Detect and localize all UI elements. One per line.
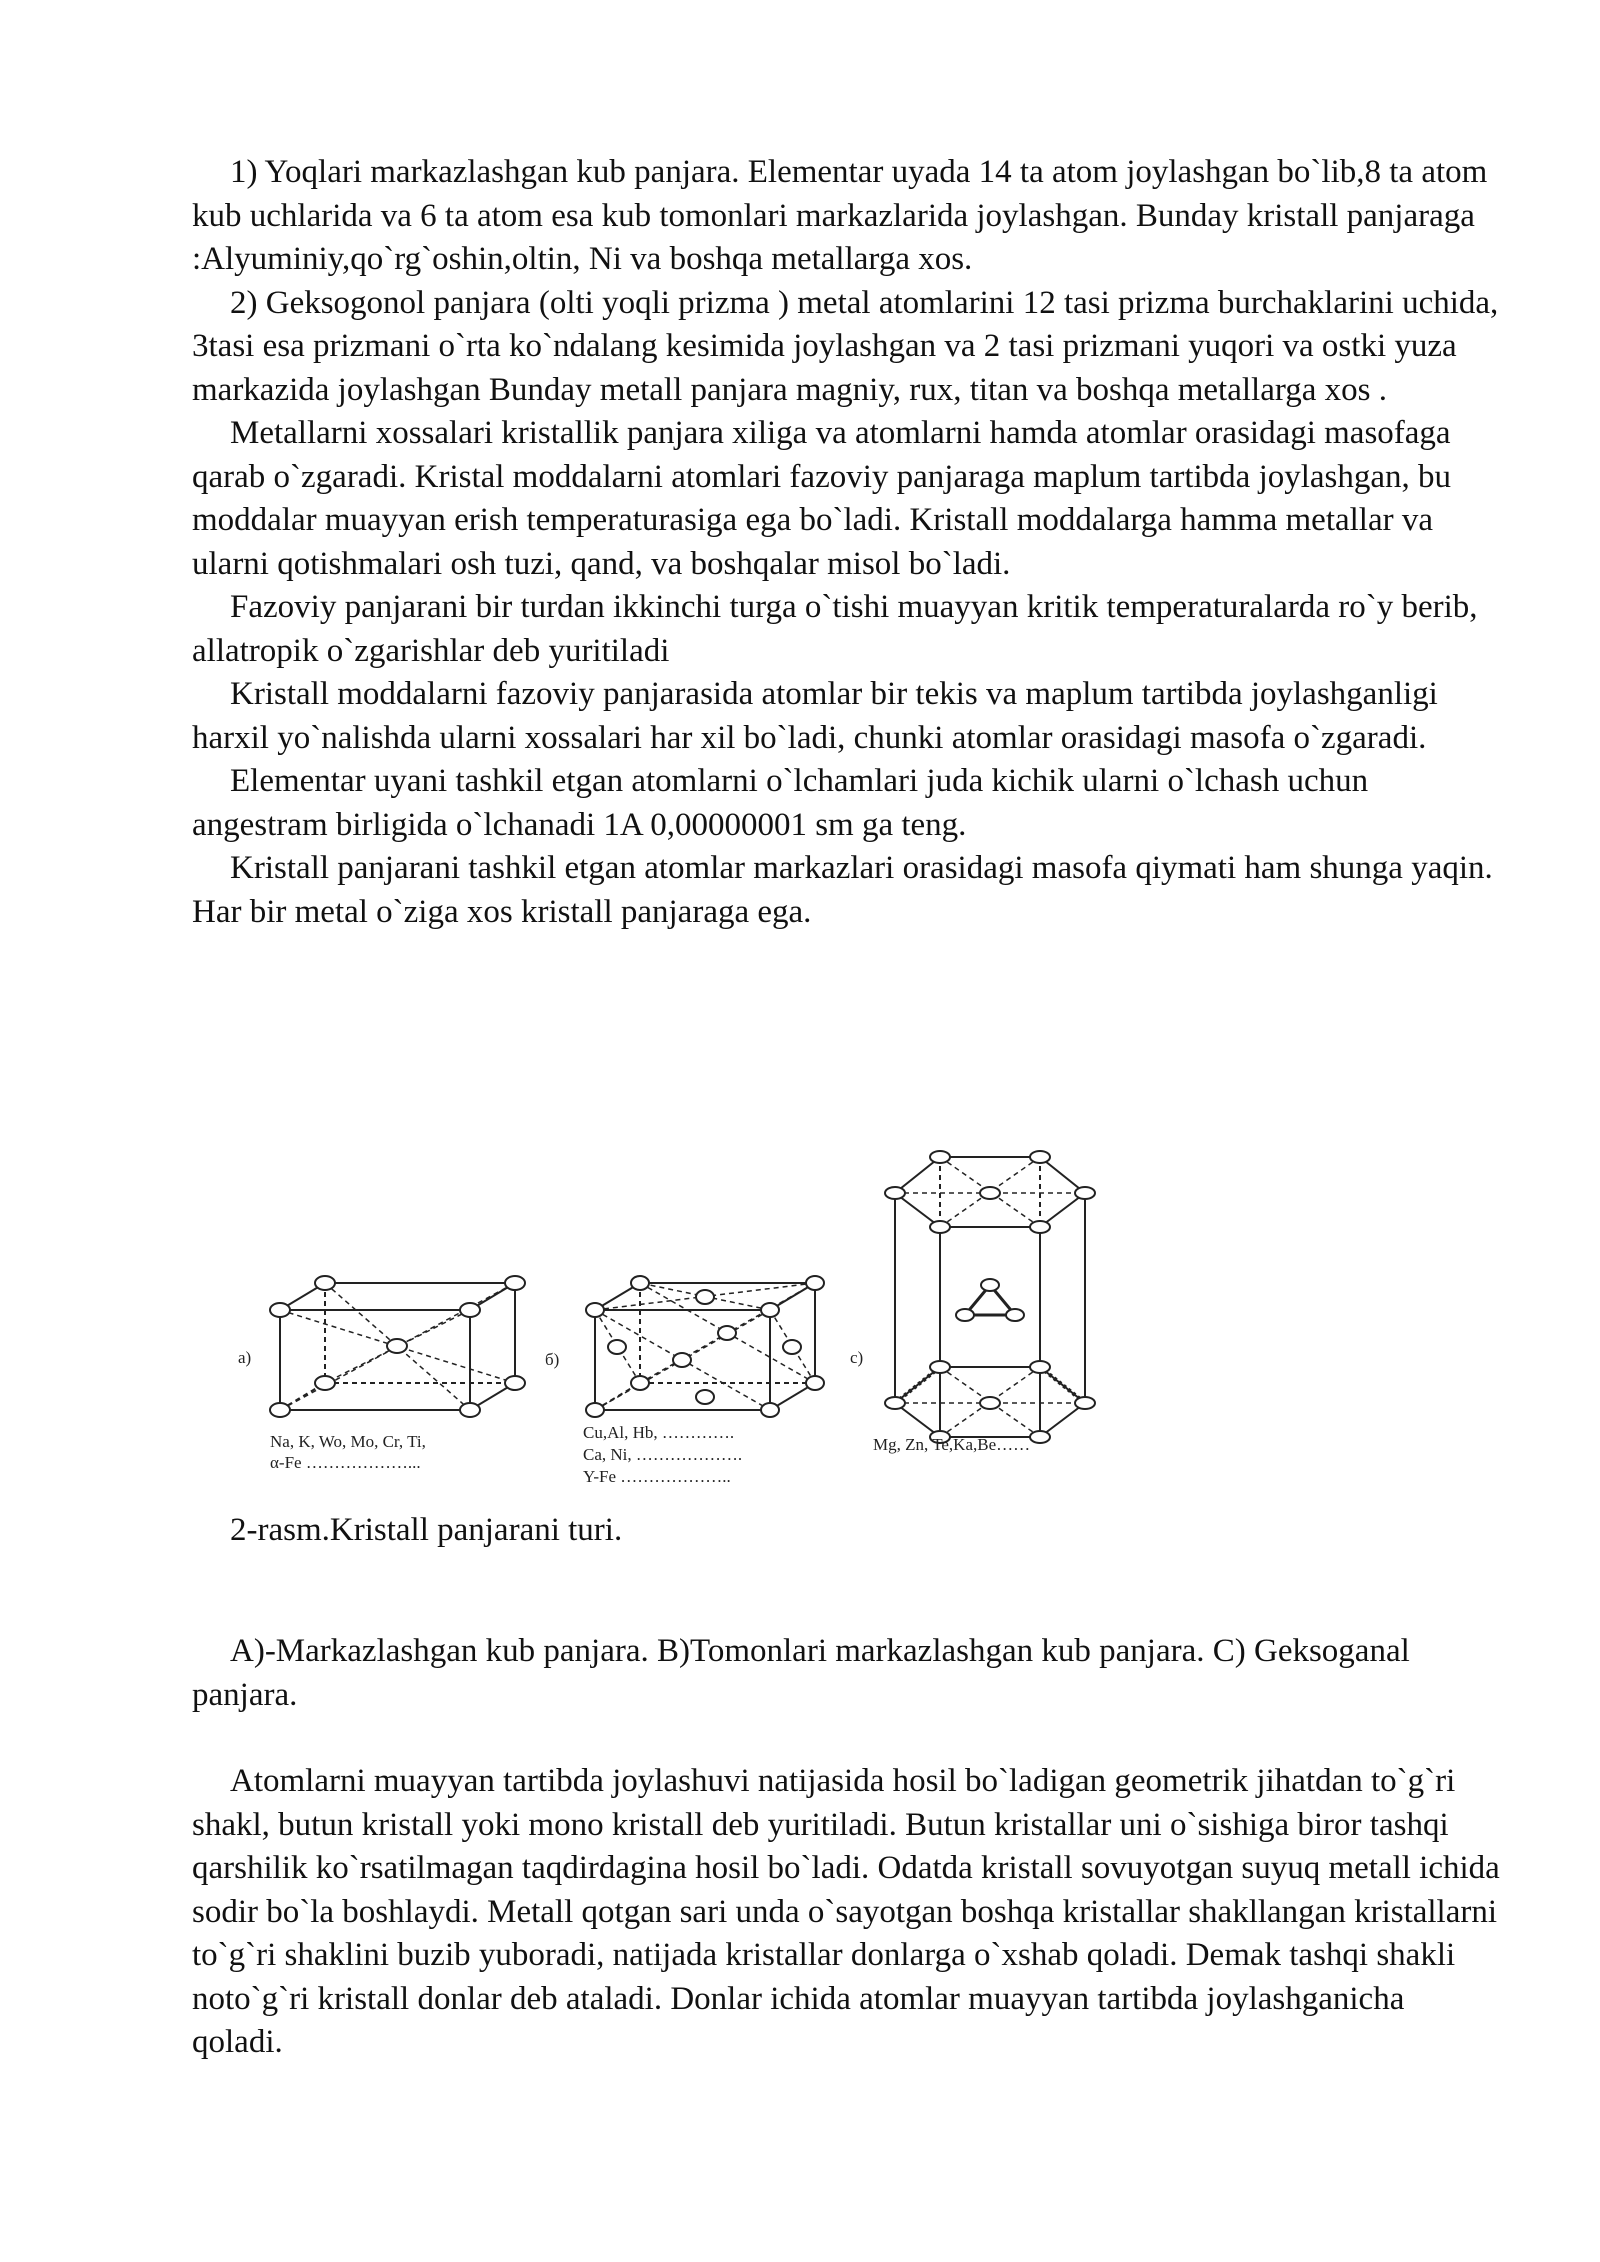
figure-b-line1: Cu,Al, Hb, …………. xyxy=(583,1423,735,1442)
paragraph: Atomlarni muayyan tartibda joylashuvi natijasida hosil bo`ladigan geometrik jihatdan to`g`ri shakl, butun kristall yoki mono kristall deb yuritiladi. Butun kristallar uni o`sishiga biror tashqi qarshilik ko`rsatilmagan taqdirdagina hosil bo`ladi. Odatda kristall sovuyotgan suyuq metall ichida sodir bo`la boshlaydi. Metall qotgan sari unda o`sayotgan boshqa kristallar shakllangan kristallarni to`g`ri shaklini buzib yuboradi, natijada kristallar donlarga o`xshab qoladi. Demak tashqi shakli noto`g`ri kristall donlar deb ataladi. Donlar ichida atomlar muayyan tartibda joylashganicha qoladi. xyxy=(192,1763,1500,2060)
hexagonal-prism-diagram xyxy=(885,1151,1095,1443)
figure-b-line3: Y-Fe ……………….. xyxy=(583,1467,731,1486)
bcc-cube-diagram xyxy=(270,1276,525,1417)
figure-c-line1: Mg, Zn, Te,Ka,Be…… xyxy=(873,1435,1031,1454)
paragraph: Fazoviy panjarani bir turdan ikkinchi turga o`tishi muayyan kritik temperaturalarda ro`y berib, allatropik o`zgarishlar deb yuritiladi xyxy=(192,589,1478,669)
figure-c-letter: c) xyxy=(850,1348,864,1367)
figure-a-line2: α-Fe ………………... xyxy=(270,1453,421,1472)
paragraph: Elementar uyani tashkil etgan atomlarni o`lchamlari juda kichik ularni o`lchash uchun angestram birligida o`lchanadi 1A 0,00000001 sm ga teng. xyxy=(192,763,1369,843)
paragraph: A)-Markazlashgan kub panjara. B)Tomonlari markazlashgan kub panjara. C) Geksoganal panjara. xyxy=(192,1633,1410,1713)
fcc-cube-diagram xyxy=(586,1276,824,1417)
paragraph: Metallarni xossalari kristallik panjara xiliga va atomlarni hamda atomlar orasidagi masofaga qarab o`zgaradi. Kristal moddalarni atomlari fazoviy panjaraga maplum tartibda joylashgan, bu moddalar muayyan erish temperaturasiga ega bo`ladi. Kristall moddalarga hamma metallar va ularni qotishmalari osh tuzi, qand, va boshqalar misol bo`ladi. xyxy=(192,415,1452,582)
figure-a-letter: a) xyxy=(238,1348,252,1367)
paragraph: Kristall moddalarni fazoviy panjarasida atomlar bir tekis va maplum tartibda joylashganligi harxil yo`nalishda ularni xossalari har xil bo`ladi, chunki atomlar orasidagi masofa o`zgaradi. xyxy=(192,676,1438,756)
paragraph: Kristall panjarani tashkil etgan atomlar markazlari orasidagi masofa qiymati ham shunga yaqin. Har bir metal o`ziga xos kristall panjaraga ega. xyxy=(192,850,1493,930)
body-text-top xyxy=(192,151,1502,934)
paragraph: 1) Yoqlari markazlashgan kub panjara. Elementar uyada 14 ta atom joylashgan bo`lib,8 ta atom kub uchlarida va 6 ta atom esa kub tomonlari markazlarida joylashgan. Bunday kristall panjaraga :Alyuminiy,qo`rg`oshin,oltin, Ni va boshqa metallarga xos. xyxy=(192,154,1488,277)
crystal-lattice-figure xyxy=(200,1135,1120,1495)
figure-b-line2: Ca, Ni, ………………. xyxy=(583,1445,743,1464)
body-text-bottom xyxy=(192,1630,1502,2065)
figure-caption: 2-rasm.Kristall panjarani turi. xyxy=(230,1512,623,1548)
figure-b-letter: б) xyxy=(545,1350,560,1369)
figure-a-line1: Na, K, Wo, Mo, Cr, Ti, xyxy=(270,1432,426,1451)
paragraph: 2) Geksogonol panjara (olti yoqli prizma ) metal atomlarini 12 tasi prizma burchaklarini uchida, 3tasi esa prizmani o`rta ko`ndalang kesimida joylashgan va 2 tasi prizmani yuqori va ostki yuza markazida joylashgan Bunday metall panjara magniy, rux, titan va boshqa metallarga xos . xyxy=(192,284,1499,408)
